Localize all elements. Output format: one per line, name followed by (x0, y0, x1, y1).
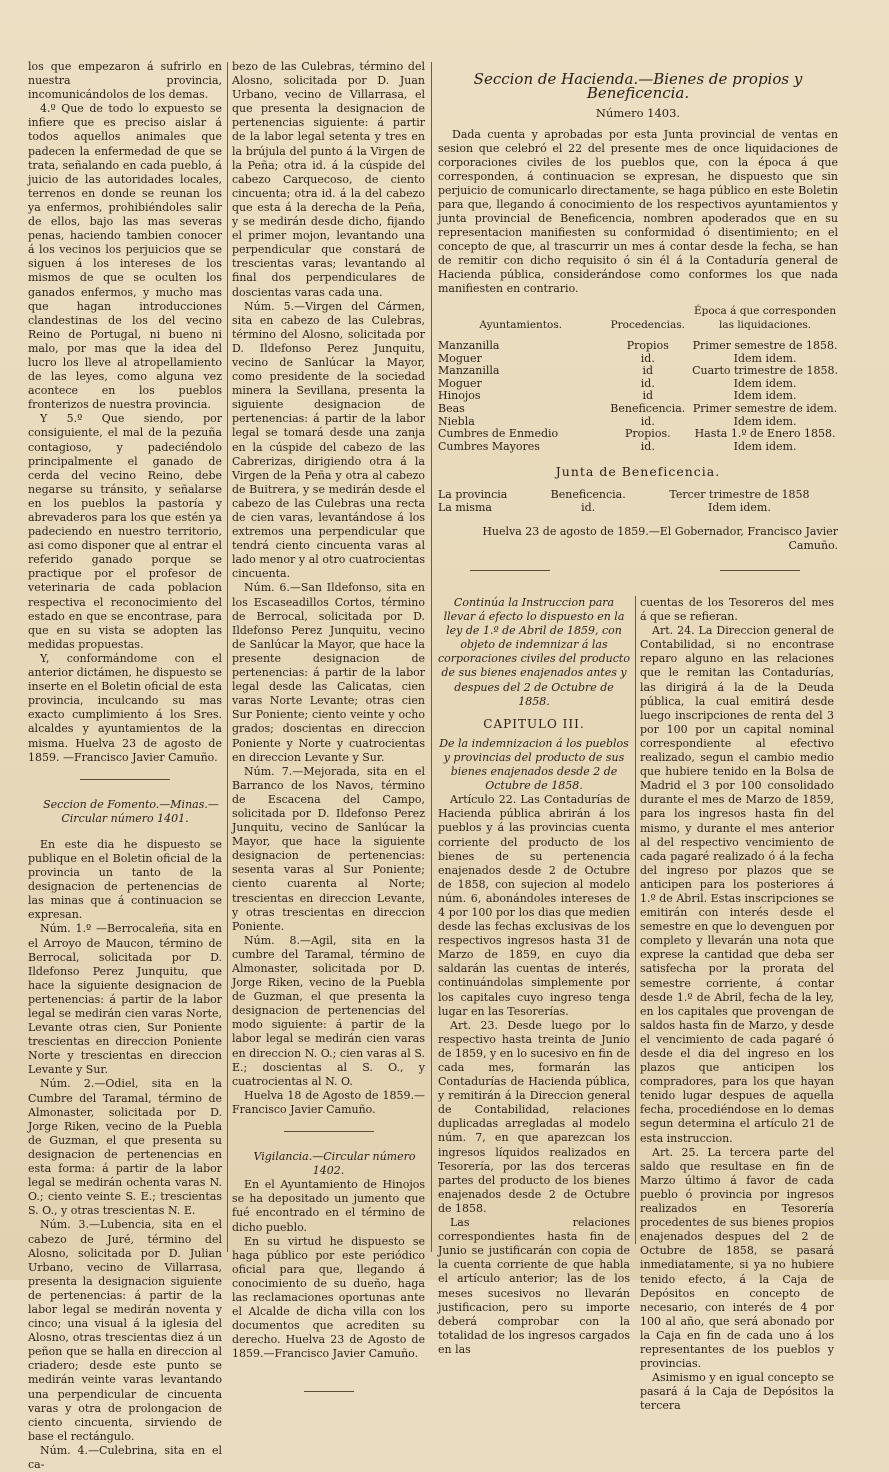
divider (80, 779, 170, 780)
ayuntamiento-cell: Moguer (438, 351, 482, 365)
procedencia-cell: Propios (626, 339, 669, 352)
paragraph: En el Ayuntamiento de Hinojos se ha depositado un jumento que fué encontrado en el término de dicho pueblo. (232, 1178, 425, 1234)
paragraph: Núm. 2.—Odiel, sita en la Cumbre del Taramal, término de Almonaster, solicitada por D. Jorge Riken, vecino de la Puebla de Guzman, el que presenta su designacion de pertenencias en esta forma: á partir de la labor legal se medirán ochenta varas N. O.; ciento veinte S. E.; trescientas S. O., y otras trescientas N. E. (28, 1077, 222, 1218)
paragraph: Y, conformándome con el anterior dictámen, he dispuesto se inserte en el Boletin oficial de esta provincia, inculcando su mas exacto cumplimiento á los Sres. alcaldes y ayuntamientos de la misma. Huelva 23 de agosto de 1859. —Francisco Javier Camuño. (28, 651, 222, 764)
column-2 (232, 60, 425, 1392)
table-row (438, 502, 838, 515)
table-row (438, 403, 838, 416)
paragraph: Huelva 18 de Agosto de 1859.— Francisco Javier Camuño. (232, 1088, 425, 1116)
procedencia-cell: id. (640, 376, 655, 390)
divider (284, 1131, 374, 1132)
hacienda-intro: Dada cuenta y aprobadas por esta Junta provincial de ventas en sesion que celebró el 22 del presente mes de once liquidaciones de corporaciones civiles de los pueblos que, con la época á que corresponden, á continuacion se expresan, he dispuesto que sin perjuicio de comunicarlo directamente, se haga público en este Boletin para que, llegando á conocimiento de los respectivos ayuntamientos y junta provincial de Beneficencia, nombren apoderados que en su representacion manifiesten su conformidad ó disentimiento; en el concepto de que, al trascurrir un mes á contar desde la fecha, se han de remitir con dicho requisito ó sin él á la Contaduría general de Hacienda pública, considerándose como conformes los que nada manifiesten en contrario. (438, 128, 838, 295)
ayuntamiento-cell: Niebla (438, 414, 475, 428)
ayuntamiento-cell: Hinojos (438, 389, 481, 403)
column-1 (28, 60, 222, 1472)
ayuntamiento-cell: Manzanilla (438, 339, 500, 352)
section-fomento-title: Seccion de Fomento.—Minas.—Circular número 1401. (43, 797, 219, 825)
paragraph: Núm. 6.—San Ildefonso, sita en los Escaseadillos Cortos, término de Berrocal, solicitada por D. Ildefonso Perez Junquitu, vecino de Sanlúcar la Mayor, que hace la presente designacion de pertenencias: á partir de la labor legal desde las Calicatas, cien varas Norte Levante; otras cien Sur Poniente; ciento veinte y ocho grados; doscientas en direccion Poniente y Norte y cuatrocientas en direccion Levante y Sur. (232, 581, 425, 764)
procedencia-cell: id. (640, 439, 655, 453)
paragraph: Las relaciones correspondientes hasta fin de Junio se justificarán con copia de la cuenta corriente de que habla el artículo anterior; las de los meses sucesivos no llevarán justificacion, pero su importe deberá comprobar con la totalidad de los ingresos cargados en las (438, 1216, 630, 1356)
paragraph: Núm. 7.—Mejorada, sita en el Barranco de los Navos, término de Escacena del Campo, solicitada por D. Ildefonso Perez Junquitu, vecino de Sanlúcar la Mayor, que hace la siguiente designacion de pertenencias: sesenta varas al Sur Poniente; ciento cuarenta al Norte; trescientas en direccion Levante, y otras trescientas en direccion Poniente. (232, 764, 425, 933)
paragraph: Núm. 8.—Agil, sita en la cumbre del Taramal, término de Almonaster, solicitada por D. Jorge Riken, vecino de la Puebla de Guzman, el que presenta la designacion de pertenencias del modo siguiente: á partir de la labor legal se medirán cien varas en direccion N. O.; cien varas al S. E.; doscientas al S. O., y cuatrocientas al N. O. (232, 933, 425, 1088)
paragraph: Núm. 4.—Culebrina, sita en el ca- (28, 1443, 222, 1471)
paragraph: los que empezaron á sufrirlo en nuestra provincia, incomunicándolos de los demas. (28, 60, 222, 102)
table-row (438, 489, 838, 502)
paragraph: En su virtud he dispuesto se haga público por este periódico oficial para que, llegando á conocimiento de su dueño, haga las reclamaciones oportunas ante el Alcalde de dicha villa con los documentos que acrediten su derecho. Huelva 23 de Agosto de 1859.—Francisco Javier Camuño. (232, 1234, 425, 1361)
capitulo-title: CAPITULO III. (483, 716, 585, 731)
header-ayuntamientos: Ayuntamientos. (479, 319, 563, 331)
table-row (438, 441, 838, 454)
section-vigilancia-title: Vigilancia.—Circular número 1402. (253, 1150, 416, 1178)
epoca-cell: Tercer trimestre de 1858 (669, 488, 810, 502)
paragraph: cuentas de los Tesoreros del mes á que se refieran. (640, 596, 834, 624)
header-procedencias: Procedencias. (610, 319, 686, 331)
divider (720, 570, 800, 571)
epoca-cell: Cuarto trimestre de 1858. (692, 364, 838, 378)
column-3 (438, 596, 630, 1357)
paragraph: Art. 24. La Direccion general de Contabilidad, si no encontrase reparo alguno en las relaciones que le remitan las Contadurías, las dirigirá á la de la Deuda pública, la cual emitirá desde luego inscripciones de renta del 3 por 100 por un capital nominal correspondiente al efectivo realizado, segun el cambio medio que hubiere tenido en la Bolsa de Madrid el 3 por 100 consolidado durante el mes de Marzo de 1859, para los ingresos hasta fin del mismo, y durante el mes anterior al del respectivo vencimiento de cada pagaré realizado ó á la fecha del ingreso por plazos que se anticipen para los posteriores á 1.º de Abril. Estas inscripciones se emitirán con interés desde el semestre en que lo devenguen por completo y llevarán una nota que exprese la cantidad que deba ser satisfecha por la prorata del semestre corriente, á contar desde 1.º de Abril, fecha de la ley, en los capitales que provengan de saldos hasta fin de Marzo, y desde el vencimiento de cada pagaré ó desde el dia del ingreso en los plazos que anticipen los compradores, para los que hayan tenido lugar despues de aquella fecha, procediéndose en lo demas segun determina el artículo 21 de esta instruccion. (640, 624, 834, 1145)
junta-title: Junta de Beneficencia. (555, 464, 721, 480)
epoca-cell: Idem idem. (733, 351, 797, 365)
paragraph: Art. 23. Desde luego por lo respectivo hasta treinta de Junio de 1859, y en lo sucesivo en fin de cada mes, formarán las Contadurías de Hacienda pública, y remitirán á la Direccion general de Contabilidad, relaciones duplicadas arregladas al modelo núm. 7, en que aparezcan los ingresos líquidos realizados en Tesorería, por las dos terceras partes del producto de los bienes enajenados desde 2 de Octubre de 1858. (438, 1018, 630, 1215)
table-row (438, 428, 838, 441)
paragraph: Núm. 1.º —Berrocaleña, sita en el Arroyo de Maucon, término de Berrocal, solicitada por D. Ildefonso Perez Junquitu, que hace la siguiente designacion de pertenencias: á partir de la labor legal se medirán cien varas Norte, Levante otras cien, Sur Poniente trescientas en direccion Poniente Norte y trescientas en direccion Levante y Sur. (28, 922, 222, 1077)
hacienda-section (438, 72, 838, 553)
epoca-cell: Idem idem. (708, 500, 771, 514)
table-row (438, 365, 838, 378)
epoca-cell: Primer semestre de idem. (692, 401, 838, 415)
column-4 (640, 596, 834, 1413)
junta-table (438, 489, 838, 514)
table-row (438, 340, 838, 353)
divider (470, 570, 550, 571)
procedencia-cell: id. (581, 500, 596, 514)
paragraph: 4.º Que de todo lo expuesto se infiere que es preciso aislar á todos aquellos animales que padecen la enfermedad de que se trata, señalando en cada pueblo, á juicio de las autoridades locales, terrenos en donde se reunan los ya enfermos, prohibiéndoles salir de ellos, bajo las mas severas penas, haciendo tambien conocer á los vecinos los perjuicios que se siguen á los intereses de los mismos de que se oculten los ganados enfermos, y mucho mas que hagan introducciones clandestinas de los del vecino Reino de Portugal, ni bueno ni malo, por mas que la idea del lucro los lleve al atropellamiento de las leyes, como alguna vez acontece en los pueblos fronterizos de nuestra provincia. (28, 102, 222, 412)
ayuntamiento-cell: Moguer (438, 376, 482, 390)
column-divider (635, 596, 636, 1244)
liquidaciones-table (438, 304, 838, 453)
epoca-cell: Primer semestre de 1858. (692, 339, 838, 352)
epoca-cell: Hasta 1.º de Enero 1858. (694, 427, 836, 441)
paragraph: Núm. 3.—Lubencia, sita en el cabezo de Juré, término del Alosno, solicitada por D. Julian Urbano, vecino de Villarrasa, presenta la designacion siguiente de pertenencias: á partir de la labor legal se medirán noventa y cinco; una visual á la iglesia del Alosno, otras trescientas diez á un peñon que se halla en direccion al criadero; desde este punto se medirán veinte varas levantando una perpendicular de cincuenta varas y otra de prolongacion de ciento cincuenta, sirviendo de base el rectángulo. (28, 1218, 222, 1443)
procedencia-cell: id (642, 364, 654, 378)
epoca-cell: Idem idem. (733, 376, 797, 390)
ayuntamiento-cell: La provincia (438, 488, 508, 502)
instruccion-heading: Continúa la Instruccion para llevar á efecto lo dispuesto en la ley de 1.º de Abril de 1859, con objeto de indemnizar á las corporaciones civiles del producto de sus bienes enajenados antes y despues del 2 de Octubre de 1858. (438, 596, 630, 708)
paragraph: En este dia he dispuesto se publique en el Boletin oficial de la provincia un tanto de la designacion de pertenencias de las minas que á continuacion se expresan. (28, 837, 222, 922)
epoca-cell: Idem idem. (733, 389, 797, 403)
epoca-cell: Idem idem. (733, 414, 797, 428)
column-divider (227, 62, 228, 1252)
ayuntamiento-cell: Manzanilla (438, 364, 500, 378)
ayuntamiento-cell: La misma (438, 500, 492, 514)
paragraph: Artículo 22. Las Contadurías de Hacienda pública abrirán á los pueblos y á las provincias cuenta corriente del producto de los bienes de su pertenencia enajenados desde 2 de Octubre de 1858, con sujecion al modelo núm. 6, abonándoles intereses de 4 por 100 por los dias que medien desde las fechas exclusivas de los respectivos ingresos hasta 31 de Marzo de 1859, en cuyo dia saldarán las cuentas de interés, continuándolas simplemente por los capitales cuyo ingreso tenga lugar en las Tesorerías. (438, 793, 630, 1018)
paragraph: Núm. 5.—Virgen del Cármen, sita en cabezo de las Culebras, término del Alosno, solicitada por D. Ildefonso Perez Junquitu, vecino de Sanlúcar la Mayor, como presidente de la sociedad minera la Sevillana, presenta la siguiente designacion de pertenencias: á partir de la labor legal se tomará desde una zanja en la cúspide del cabezo de las Cabrerizas, dirigiendo otra á la Virgen de la Peña y otra al cabezo de Buitrera, y se medirán desde el cabezo de las Culebras una recta de cien varas, levantándose á los extremos una perpendicular que tendrá ciento cincuenta varas al lado menor y al otro cuatrocientas cincuenta. (232, 299, 425, 581)
paragraph: Art. 25. La tercera parte del saldo que resultase en fin de Marzo último á favor de cada pueblo ó provincia por ingresos realizados en Tesorería procedentes de sus bienes propios enajenados despues del 2 de Octubre de 1858, se pasará inmediatamente, si ya no hubiere tenido efecto, á la Caja de Depósitos en concepto de necesario, con interés de 4 por 100 al año, que será abonado por la Caja en fin de cada uno á los representantes de los pueblos y provincias. (640, 1145, 834, 1371)
capitulo-subtitle: De la indemnizacion á los pueblos y provincias del producto de sus bienes enajenados desde 2 de Octubre de 1858. (439, 736, 629, 793)
ayuntamiento-cell: Cumbres Mayores (438, 439, 540, 453)
ayuntamiento-cell: Cumbres de Enmedio (438, 427, 559, 441)
paragraph: bezo de las Culebras, término del Alosno, solicitada por D. Juan Urbano, vecino de Villarrasa, el que presenta la designacion de pertenencias siguiente: á partir de la labor legal setenta y tres en la brújula del punto á la Virgen de la Peña; otra id. á la cúspide del cabezo Carquecoso, de ciento cincuenta; otra id. á la del cabezo que esta á la derecha de la Peña, y se medirán desde dicho, fijando el primer mojon, levantando una perpendicular que constará de trescientas varas; levantando al final dos perpendiculares de doscientas varas cada una. (232, 60, 425, 299)
paragraph: Asimismo y en igual concepto se pasará á la Caja de Depósitos la tercera (640, 1371, 834, 1413)
procedencia-cell: Beneficencia. (550, 488, 626, 502)
hacienda-title: Seccion de Hacienda.—Bienes de propios y Beneficencia. (473, 70, 803, 102)
paragraph: Y 5.º Que siendo, por consiguiente, el mal de la pezuña contagioso, y padeciéndolo principalmente el ganado de cerda del vecino Reino, debe negarse su tránsito, y señalarse en los pueblos la pastoría y abrevaderos para los que estén ya padeciendo en nuestro territorio, asi como disponer que al entrar el referido ganado porque se practique por el profesor de veterinaria de cada poblacion respectiva el reconocimiento del estado en que se encontrase, para que en su vista se adopten las medidas propuestas. (28, 412, 222, 651)
header-epoca: Época á que corresponden las liquidaciones. (693, 305, 837, 331)
procedencia-cell: id. (640, 414, 655, 428)
hacienda-signature: Huelva 23 de agosto de 1859.—El Gobernador, Francisco Javier Camuño. (482, 524, 838, 552)
divider (304, 1391, 354, 1392)
procedencia-cell: Propios. (624, 427, 671, 441)
epoca-cell: Idem idem. (733, 439, 797, 453)
notice-number: Número 1403. (595, 106, 681, 120)
procedencia-cell: Beneficencia. (610, 401, 686, 415)
ayuntamiento-cell: Beas (438, 401, 465, 415)
procedencia-cell: id (642, 389, 654, 403)
column-divider (431, 62, 432, 1252)
procedencia-cell: id. (640, 351, 655, 365)
